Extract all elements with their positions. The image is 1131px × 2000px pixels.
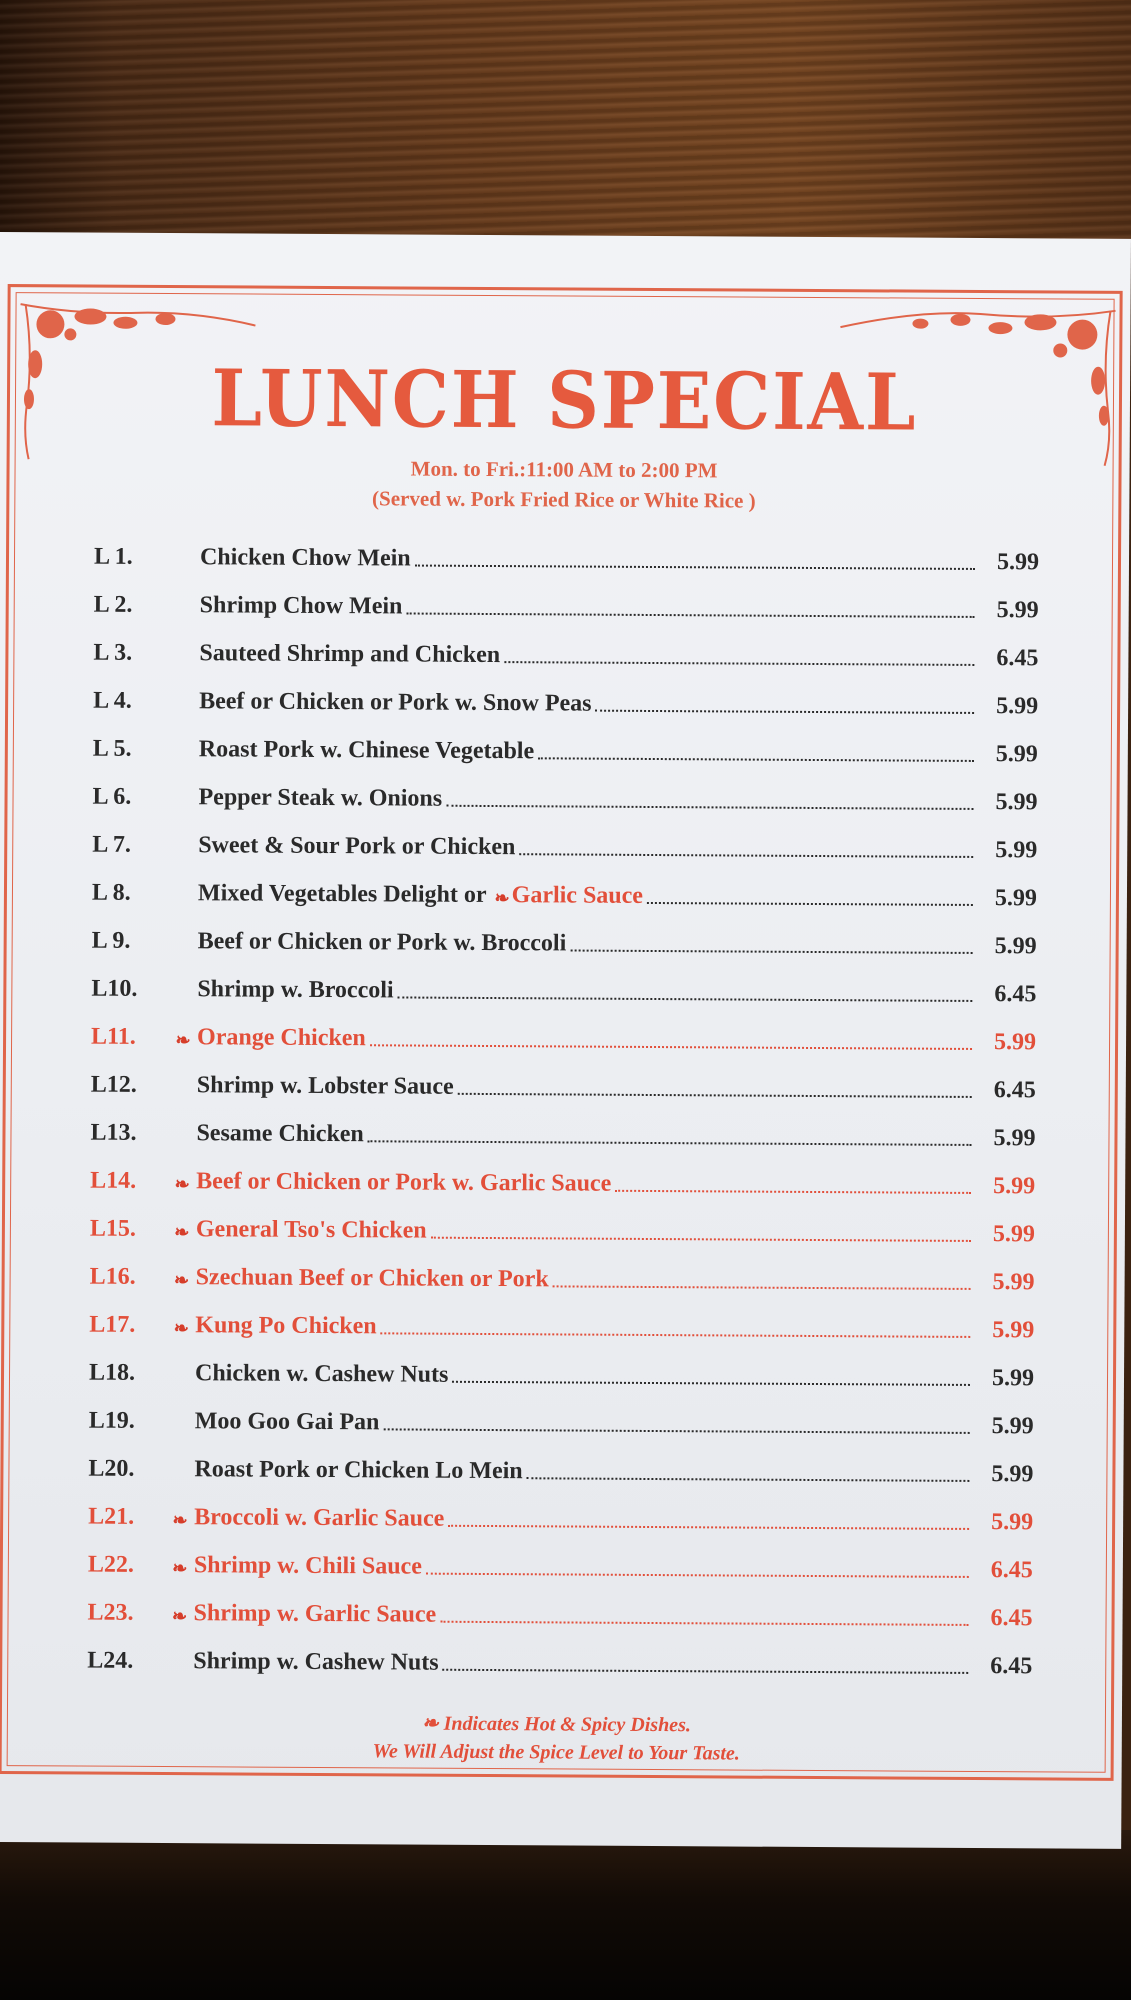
item-code: L13. (90, 1119, 137, 1146)
item-price: 6.45 (993, 1077, 1036, 1104)
menu-item (90, 1195, 1035, 1249)
item-price: 5.99 (991, 1461, 1034, 1488)
dot-leader (519, 853, 973, 858)
item-price: 5.99 (991, 1509, 1034, 1536)
item-code: L 2. (93, 591, 133, 618)
menu-item (92, 811, 1037, 865)
item-code: L 9. (91, 927, 131, 954)
item-price: 5.99 (991, 1413, 1034, 1440)
menu-item (94, 523, 1039, 577)
hours-text: Mon. to Fri.:11:00 AM to 2:00 PM (410, 456, 718, 483)
menu-item (89, 1291, 1034, 1345)
item-code: L12. (90, 1071, 137, 1098)
menu-item (93, 667, 1038, 721)
dot-leader (458, 1093, 972, 1098)
item-price: 5.99 (991, 1365, 1035, 1392)
wood-table-background (0, 0, 1131, 240)
item-name: Shrimp w. Cashew Nuts (193, 1648, 439, 1676)
item-name: Moo Goo Gai Pan (194, 1408, 380, 1436)
item-price: 5.99 (992, 1269, 1035, 1296)
menu-item (93, 715, 1038, 769)
item-name: Broccoli w. Garlic Sauce (194, 1504, 445, 1532)
item-code: L15. (89, 1215, 137, 1242)
served-note: (Served w. Pork Fried Rice or White Rice ) (372, 486, 756, 513)
item-code: L23. (87, 1599, 134, 1626)
menu-item (87, 1627, 1032, 1681)
dot-leader (504, 661, 974, 666)
dot-leader (538, 757, 974, 762)
item-price: 5.99 (995, 789, 1038, 816)
item-price: 5.99 (992, 1221, 1035, 1248)
item-name: Pepper Steak w. Onions (198, 784, 443, 812)
dot-leader (370, 1044, 972, 1050)
item-code: L22. (87, 1551, 134, 1578)
item-name: Mixed Vegetables Delight or (197, 880, 487, 908)
chili-pepper-icon: ❧ (174, 1222, 190, 1243)
menu-item (92, 907, 1037, 961)
item-price: 5.99 (995, 741, 1038, 768)
dot-leader (426, 1573, 969, 1578)
dot-leader (446, 805, 973, 810)
chili-pepper-icon: ❧ (175, 1030, 191, 1051)
item-name: Orange Chicken (197, 1024, 366, 1052)
menu-item (90, 1099, 1035, 1153)
dot-leader (615, 1190, 971, 1194)
item-code: L 3. (93, 639, 133, 666)
chili-pepper-icon: ❧ (494, 888, 510, 909)
item-name: Shrimp w. Garlic Sauce (193, 1600, 437, 1628)
item-code: L24. (87, 1647, 134, 1674)
dot-leader (553, 1285, 971, 1290)
menu-item (92, 763, 1037, 817)
chili-pepper-icon: ❧ (171, 1606, 188, 1627)
item-name: Shrimp w. Chili Sauce (193, 1552, 422, 1580)
item-name: Shrimp Chow Mein (199, 592, 403, 620)
item-code: L14. (90, 1167, 137, 1194)
dot-leader (383, 1428, 969, 1434)
menu-item (92, 859, 1037, 913)
spicy-legend-text: Indicates Hot & Spicy Dishes. (443, 1712, 691, 1737)
item-name: Chicken w. Cashew Nuts (194, 1360, 449, 1388)
item-name: Kung Po Chicken (195, 1312, 377, 1340)
item-price: 5.99 (995, 837, 1038, 864)
item-price: 6.45 (996, 645, 1039, 672)
dot-leader (448, 1525, 969, 1530)
item-price: 6.45 (994, 981, 1037, 1008)
item-code: L20. (88, 1455, 135, 1482)
spice-level-note: We Will Adjust the Spice Level to Your Taste. (372, 1740, 740, 1765)
item-price: 5.99 (993, 1125, 1036, 1152)
menu-item (88, 1483, 1033, 1537)
item-code: L 7. (92, 831, 132, 858)
chili-pepper-icon: ❧ (172, 1558, 188, 1579)
dot-leader (431, 1237, 971, 1242)
chili-pepper-icon: ❧ (173, 1318, 189, 1339)
item-name: Roast Pork or Chicken Lo Mein (194, 1456, 523, 1485)
item-name: Chicken Chow Mein (199, 544, 411, 572)
item-price: 5.99 (992, 1317, 1035, 1344)
item-code: L 4. (93, 687, 132, 714)
item-code: L19. (88, 1407, 135, 1434)
dot-leader (398, 996, 973, 1002)
dot-leader (596, 710, 975, 714)
dot-leader (570, 949, 972, 953)
table-shadow (0, 1830, 1131, 2000)
item-name: Beef or Chicken or Pork w. Snow Peas (199, 688, 592, 717)
dot-leader (440, 1621, 968, 1626)
menu-list (87, 523, 1039, 1681)
menu-item (89, 1387, 1034, 1441)
menu-item (89, 1339, 1034, 1393)
item-name: Sweet & Sour Pork or Chicken (198, 832, 516, 861)
item-code: L16. (89, 1263, 136, 1290)
item-name: Roast Pork w. Chinese Vegetable (198, 736, 535, 765)
item-name: Sesame Chicken (196, 1120, 364, 1148)
menu-item (91, 1051, 1036, 1105)
menu-item (87, 1579, 1032, 1633)
dot-leader (527, 1477, 970, 1482)
item-code: L 8. (91, 879, 131, 906)
item-code: L18. (88, 1359, 136, 1386)
item-code: L17. (89, 1311, 136, 1338)
chili-pepper-icon: ❧ (174, 1174, 190, 1195)
item-name: General Tso's Chicken (195, 1216, 427, 1244)
dot-leader (381, 1332, 971, 1338)
item-name: Beef or Chicken or Pork w. Garlic Sauce (196, 1168, 612, 1197)
item-price: 6.45 (990, 1605, 1033, 1632)
menu-item (91, 1003, 1036, 1057)
item-price: 6.45 (990, 1653, 1033, 1680)
dot-leader (452, 1381, 970, 1386)
item-price: 5.99 (996, 597, 1039, 624)
menu-item (90, 1243, 1035, 1297)
item-price: 5.99 (993, 1173, 1036, 1200)
item-name: Sauteed Shrimp and Chicken (199, 640, 501, 669)
item-code: L 1. (93, 543, 133, 570)
menu-item (90, 1147, 1035, 1201)
dot-leader (647, 902, 973, 906)
item-code: L 6. (92, 783, 132, 810)
menu-sheet (0, 232, 1131, 1849)
menu-item (94, 571, 1039, 625)
chili-pepper-icon: ❧ (421, 1712, 444, 1735)
chili-pepper-icon: ❧ (172, 1510, 188, 1531)
dot-leader (406, 612, 974, 617)
item-price: 5.99 (996, 693, 1039, 720)
menu-item (88, 1435, 1033, 1489)
item-price: 5.99 (994, 933, 1037, 960)
dot-leader (443, 1669, 969, 1674)
item-code: L10. (91, 975, 138, 1002)
item-price: 6.45 (990, 1557, 1033, 1584)
item-code: L 5. (92, 735, 132, 762)
item-name-suffix: Garlic Sauce (511, 882, 644, 909)
chili-pepper-icon: ❧ (173, 1270, 190, 1291)
dot-leader (415, 565, 975, 570)
item-name: Shrimp w. Broccoli (197, 976, 394, 1004)
menu-item (91, 955, 1036, 1009)
item-price: 5.99 (993, 1029, 1037, 1056)
item-price: 5.99 (994, 885, 1038, 912)
item-name: Szechuan Beef or Chicken or Pork (195, 1264, 549, 1293)
dot-leader (368, 1140, 972, 1146)
item-name: Shrimp w. Lobster Sauce (196, 1072, 454, 1100)
item-code: L11. (91, 1023, 136, 1050)
page-title: LUNCH SPECIAL (211, 353, 918, 449)
item-name: Beef or Chicken or Pork w. Broccoli (197, 928, 567, 957)
menu-item (93, 619, 1038, 673)
menu-item (88, 1531, 1033, 1585)
item-code: L21. (88, 1503, 135, 1530)
item-price: 5.99 (996, 549, 1040, 576)
